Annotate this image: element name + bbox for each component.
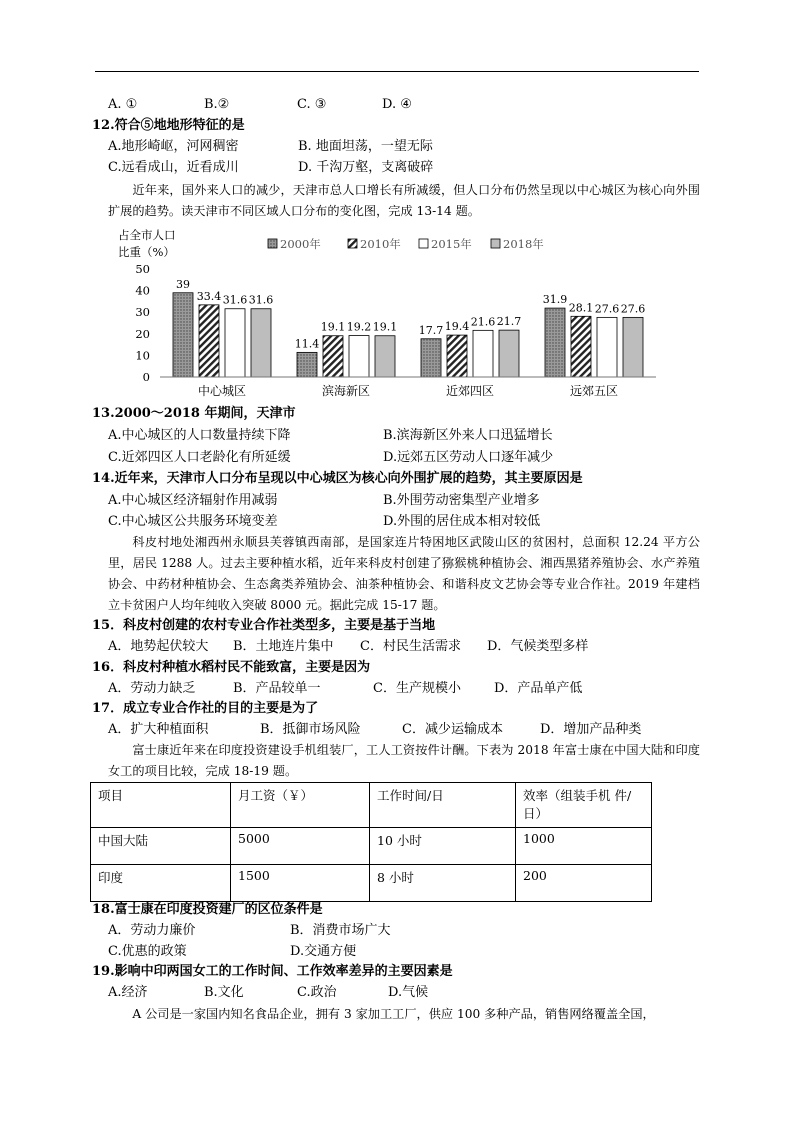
bar-value-label: 19.1	[372, 320, 398, 334]
chart-legend	[268, 237, 544, 251]
option-b: B．抵御市场风险	[260, 722, 361, 737]
q19-stem: 19.影响中印两国女工的工作时间、工作效率差异的主要因素是	[92, 964, 453, 979]
bar-value-label: 19.1	[320, 320, 346, 334]
x-category-label: 滨海新区	[321, 384, 371, 398]
option-a: A．劳动力缺乏	[108, 681, 196, 696]
table-row	[91, 865, 652, 902]
q18-stem: 18.富士康在印度投资建厂的区位条件是	[92, 902, 323, 917]
bar	[447, 335, 467, 377]
q18-option-a: A．劳动力廉价	[108, 923, 196, 938]
bar	[251, 309, 271, 377]
bar-value-label: 17.7	[418, 323, 444, 337]
option-c: C．减少运输成本	[402, 722, 503, 737]
table-cell: 中国大陆	[91, 828, 231, 865]
option-b: B．产品较单一	[233, 681, 321, 696]
option-d: D．产品单产低	[494, 681, 583, 696]
bar	[623, 317, 643, 377]
bar	[421, 339, 441, 377]
x-category-label: 中心城区	[197, 384, 247, 398]
q18-option-b: B．消费市场广大	[290, 923, 391, 938]
bar-value-label: 27.6	[594, 302, 620, 316]
legend-swatch	[419, 239, 428, 248]
q15-stem: 15．科皮村创建的农村专业合作社类型多，主要是基于当地	[92, 618, 436, 633]
table-header-cell: 月工资（￥）	[231, 783, 370, 828]
legend-label: 2010年	[360, 237, 401, 251]
table-header-cell: 效率（组装手机 件/日）	[516, 783, 652, 828]
q17-stem: 17．成立专业合作社的目的主要是为了	[92, 701, 319, 716]
bar-value-label: 31.6	[222, 293, 248, 307]
table-cell: 8 小时	[370, 865, 516, 902]
option-d: D.气候	[388, 985, 429, 1000]
table-cell: 10 小时	[370, 828, 516, 865]
q16-stem: 16．科皮村种植水稻村民不能致富，主要是因为	[92, 660, 371, 675]
bar-value-label: 31.6	[248, 293, 274, 307]
bar-value-label: 28.1	[568, 301, 594, 315]
q18-option-d: D.交通方便	[290, 944, 357, 959]
option-b: B.②	[204, 97, 230, 112]
bar	[473, 330, 493, 377]
bar-value-label: 11.4	[294, 337, 320, 351]
bar	[571, 316, 591, 377]
table-cell: 5000	[231, 828, 370, 865]
q14-stem: 14.近年来，天津市人口分布呈现以中心城区为核心向外围扩展的趋势，其主要原因是	[92, 471, 583, 486]
option-a: A．扩大种植面积	[108, 722, 209, 737]
y-tick-label: 10	[135, 348, 150, 363]
q13-option-c: C.近郊四区人口老龄化有所延缓	[108, 450, 291, 465]
header-rule	[95, 71, 699, 72]
option-d: D. ④	[382, 97, 412, 112]
option-d: D．增加产品种类	[540, 722, 642, 737]
legend-swatch	[268, 239, 277, 248]
bar	[545, 308, 565, 377]
option-a: A．地势起伏较大	[108, 639, 209, 654]
bar	[349, 336, 369, 377]
bar	[173, 293, 193, 377]
y-axis-label-line2: 比重（%）	[118, 245, 175, 259]
bar-value-label: 33.4	[196, 289, 222, 303]
option-b: B.文化	[204, 985, 244, 1000]
chart-bars	[173, 278, 645, 377]
legend-label: 2018年	[503, 237, 544, 251]
q13-option-a: A.中心城区的人口数量持续下降	[108, 428, 291, 443]
q13-option-d: D.远郊五区劳动人口逐年减少	[383, 450, 554, 465]
passage-tianjin: 近年来，国外来人口的减少，天津市总人口增长有所减缓，但人口分布仍然呈现以中心城区为核心向外围扩展的趋势。读天津市不同区域人口分布的变化图，完成 13-14 题。	[108, 183, 700, 218]
x-axis	[160, 377, 656, 398]
bar	[323, 336, 343, 377]
q13-stem: 13.2000～2018 年期间，天津市	[92, 406, 296, 421]
table-cell: 印度	[91, 865, 231, 902]
legend-label: 2000年	[280, 237, 321, 251]
q12-option-d: D. 千沟万壑，支离破碎	[298, 160, 434, 175]
legend-swatch	[348, 239, 357, 248]
q12-stem: 12.符合⑤地地形特征的是	[92, 118, 245, 133]
bar	[375, 336, 395, 377]
x-category-label: 近郊四区	[445, 384, 495, 398]
bar-value-label: 21.6	[470, 315, 496, 329]
option-c: C．村民生活需求	[360, 639, 461, 654]
table-cell: 1000	[516, 828, 652, 865]
legend-label: 2015年	[431, 237, 472, 251]
population-chart	[108, 225, 668, 405]
option-b: B．土地连片集中	[233, 639, 334, 654]
bar-value-label: 27.6	[620, 302, 646, 316]
comparison-table	[90, 782, 652, 902]
passage-foxconn: 富士康近年来在印度投资建设手机组装厂，工人工资按件计酬。下表为 2018 年富士康在中国大陆和印度女工的项目比较，完成 18-19 题。	[108, 743, 700, 778]
bar	[297, 352, 317, 377]
bar-value-label: 19.4	[444, 320, 470, 334]
y-tick-label: 30	[135, 305, 150, 320]
q12-option-b: B. 地面坦荡，一望无际	[298, 139, 433, 154]
bar-value-label: 31.9	[542, 293, 568, 307]
y-axis	[135, 262, 150, 384]
option-c: C.政治	[297, 985, 337, 1000]
table-header-cell: 工作时间/日	[370, 783, 516, 828]
legend-swatch	[491, 239, 500, 248]
option-a: A.经济	[108, 985, 148, 1000]
table-header-cell: 项目	[91, 783, 231, 828]
table-header-row	[91, 783, 652, 828]
bar	[597, 317, 617, 377]
table-row	[91, 828, 652, 865]
bar	[225, 309, 245, 377]
table-cell: 200	[516, 865, 652, 902]
option-c: C．生产规模小	[373, 681, 461, 696]
y-tick-label: 0	[142, 370, 150, 384]
q12-option-c: C.远看成山，近看成川	[108, 160, 239, 175]
y-tick-label: 40	[135, 283, 150, 298]
option-a: A. ①	[108, 97, 138, 112]
q14-option-a: A.中心城区经济辐射作用减弱	[108, 493, 278, 508]
bar-value-label: 39	[176, 277, 190, 291]
bar	[199, 305, 219, 377]
y-axis-label-line1: 占全市人口	[118, 228, 176, 242]
passage-kepi: 科皮村地处湘西州永顺县芙蓉镇西南部，是国家连片特困地区武陵山区的贫困村，总面积 12.24 平方公里，居民 1288 人。过去主要种植水稻，近年来科皮村创建了猕猴桃种植协会、湘西黑猪养殖协会、水产养殖协会、中药材种植协会、生态禽类养殖协会、油茶种植协会、和谐科皮文艺协会等专业合作社。2019 年建档立卡贫困户人均年纯收入突破 8000 元。据此完成 15-17 题。	[108, 535, 700, 612]
y-tick-label: 50	[135, 262, 150, 276]
x-category-label: 远郊五区	[569, 384, 619, 398]
q14-option-d: D.外围的居住成本相对较低	[383, 514, 541, 529]
y-tick-label: 20	[135, 326, 150, 341]
option-d: D．气候类型多样	[487, 639, 589, 654]
q14-option-c: C.中心城区公共服务环境变差	[108, 514, 278, 529]
passage-company-a: A 公司是一家国内知名食品企业，拥有 3 家加工工厂，供应 100 多种产品，销售网络覆盖全国，	[132, 1007, 655, 1021]
bar-value-label: 19.2	[346, 320, 372, 334]
q14-option-b: B.外围劳动密集型产业增多	[383, 493, 540, 508]
q12-option-a: A.地形崎岖，河网稠密	[108, 139, 239, 154]
q18-option-c: C.优惠的政策	[108, 944, 187, 959]
table-cell: 1500	[231, 865, 370, 902]
bar	[499, 330, 519, 377]
bar-value-label: 21.7	[496, 315, 522, 329]
q13-option-b: B.滨海新区外来人口迅猛增长	[383, 428, 553, 443]
option-c: C. ③	[297, 97, 327, 112]
